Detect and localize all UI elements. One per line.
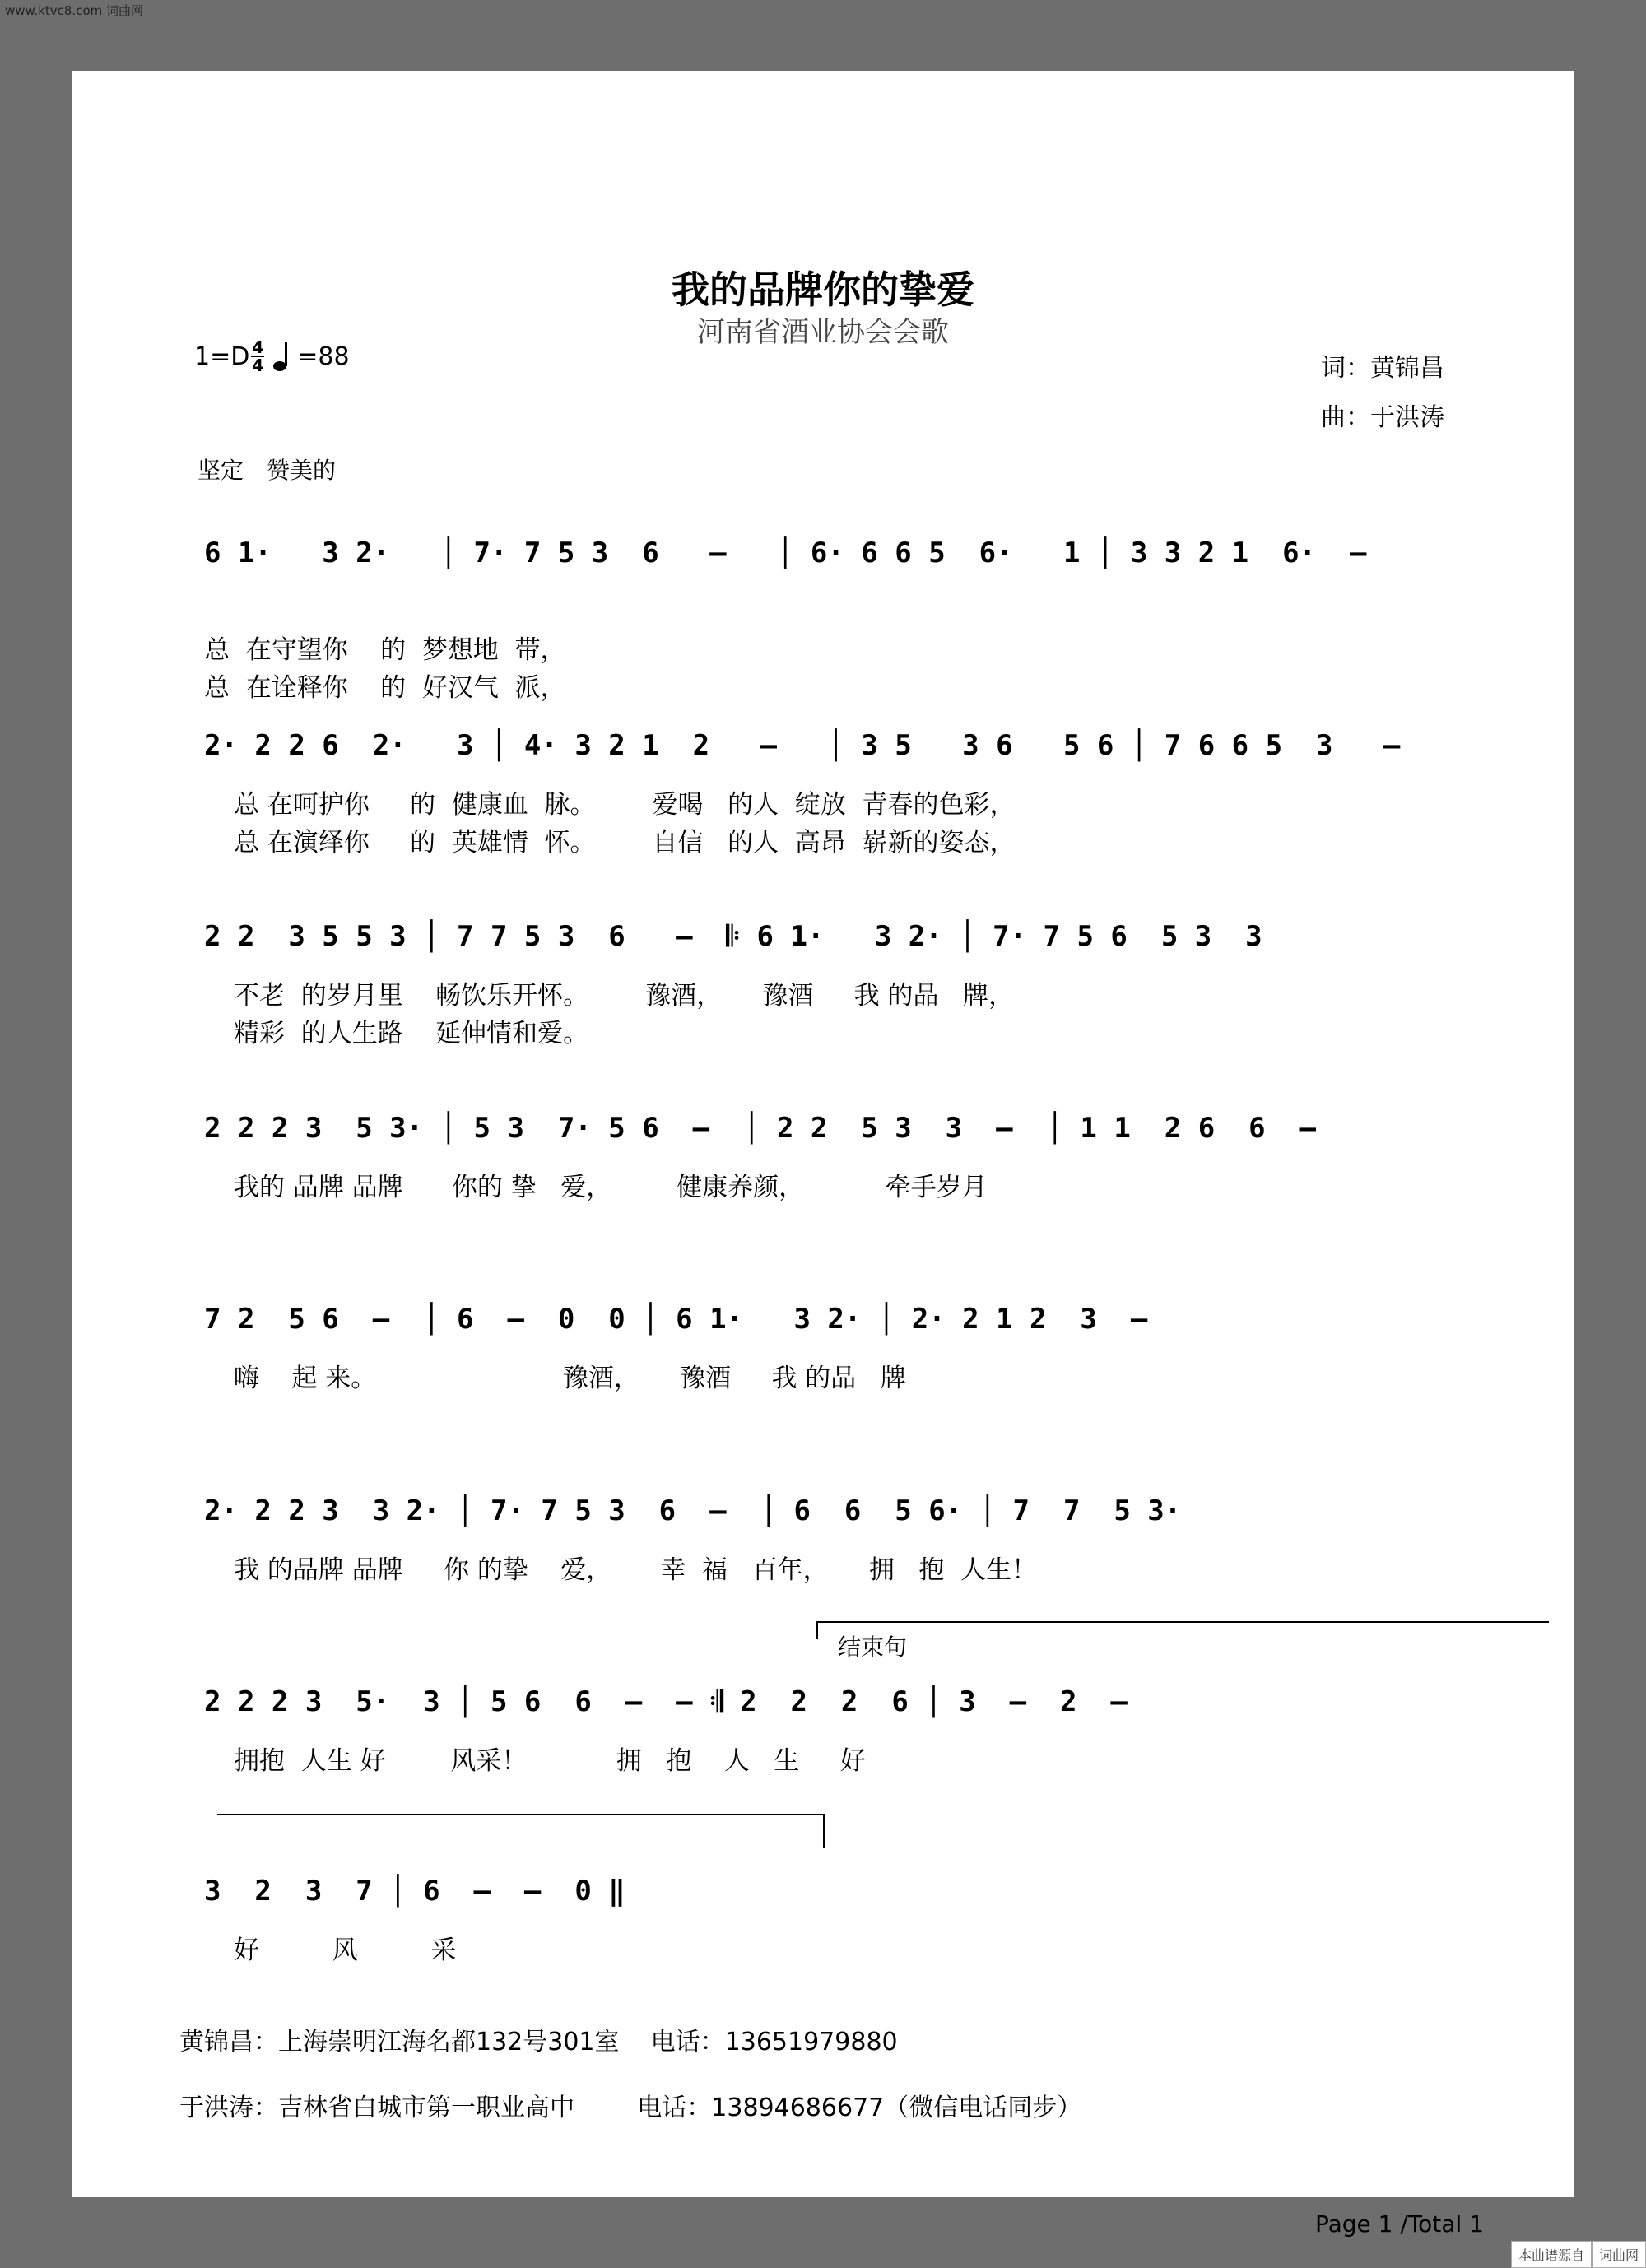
lyric-line: 总 在诠释你 的 好汉气 派，	[204, 673, 566, 703]
note-sequence: 2· 2 2 3 3 2· │ 7· 7 5 3 6 – │ 6 6 5 6· │ 7 7 5 3·	[204, 1494, 1182, 1527]
lyric-line: 好 风 采	[234, 1936, 457, 1965]
lyric-line: 总 在守望你 的 梦想地 带，	[204, 635, 566, 665]
note-sequence: 2· 2 2 6 2· 3 │ 4· 3 2 1 2 – │ 3 5 3 6 5 6 │ 7 6 6 5 3 –	[204, 729, 1401, 762]
tempo: =88	[297, 342, 350, 371]
score-row	[204, 1104, 1547, 1153]
expression-marking: 坚定 赞美的	[198, 457, 337, 484]
score-row	[204, 1677, 1547, 1727]
song-subtitle: 河南省酒业协会会歌	[697, 316, 949, 349]
ending-bracket-2	[217, 1814, 825, 1848]
lyric-line: 我 的品牌 品牌 你 的挚 爱， 幸 福 百年， 拥 抱 人生！	[234, 1555, 1038, 1585]
score-row	[204, 1866, 1547, 1916]
note-sequence: 2 2 3 5 5 3 │ 7 7 5 3 6 – 𝄆 6 1· 3 2· │ 7· 7 5 6 5 3 3	[204, 920, 1262, 953]
lyricist: 词：黄锦昌	[1321, 354, 1444, 383]
note-sequence: 7 2 5 6 – │ 6 – 0 0 │ 6 1· 3 2· │ 2· 2 1 2 3 –	[204, 1303, 1148, 1336]
quarter-note-icon	[272, 340, 294, 373]
footer-badge-site: 词曲网	[1592, 2241, 1646, 2268]
site-header: www.ktvc8.com 词曲网	[5, 3, 144, 18]
lyric-line: 精彩 的人生路 延伸情和爱。	[234, 1019, 589, 1048]
score-sheet	[72, 71, 1574, 2238]
ending-bracket	[816, 1621, 1549, 1639]
note-sequence: 2 2 2 3 5· 3 │ 5 6 6 – – 𝄇 2 2 2 6 │ 3 – 2 –	[204, 1685, 1128, 1718]
key-tempo	[194, 339, 350, 374]
score-row	[204, 1486, 1547, 1536]
score-row	[204, 912, 1547, 961]
lyric-line: 嗨 起 来。 豫酒， 豫酒 我 的品 牌	[234, 1364, 906, 1393]
ending-label: 结束句	[838, 1634, 908, 1661]
footer-badges	[1511, 2241, 1646, 2268]
score-row	[204, 721, 1547, 770]
score-row	[204, 528, 1547, 578]
footer-badge-source: 本曲谱源自	[1511, 2241, 1592, 2268]
score-row	[204, 1294, 1547, 1344]
note-sequence: 3 2 3 7 │ 6 – – 0 ‖	[204, 1875, 625, 1908]
contact-composer: 于洪涛：吉林省白城市第一职业高中 电话：13894686677（微信电话同步）	[179, 2094, 1082, 2122]
lyric-line: 拥抱 人生 好 风采！ 拥 抱 人 生 好	[234, 1746, 866, 1776]
note-sequence: 2 2 2 3 5 3· │ 5 3 7· 5 6 – │ 2 2 5 3 3 – │ 1 1 2 6 6 –	[204, 1112, 1317, 1145]
page-number: Page 1 /Total 1	[1315, 2210, 1484, 2238]
composer: 曲：于洪涛	[1321, 403, 1444, 432]
song-title: 我的品牌你的挚爱	[672, 267, 974, 312]
time-signature	[251, 339, 264, 374]
note-sequence: 6 1· 3 2· │ 7· 7 5 3 6 – │ 6· 6 6 5 6· 1 │ 3 3 2 1 6· –	[204, 537, 1367, 569]
lyric-line: 我的 品牌 品牌 你的 挚 爱， 健康养颜， 牵手岁月	[234, 1173, 988, 1202]
time-signature-bottom: 4	[252, 356, 264, 375]
key-signature: 1=D	[194, 342, 250, 371]
lyric-line: 总 在呵护你 的 健康血 脉。 爱喝 的人 绽放 青春的色彩，	[234, 790, 1016, 820]
contact-lyricist: 黄锦昌：上海崇明江海名都132号301室 电话：13651979880	[179, 2028, 898, 2057]
time-signature-top: 4	[252, 337, 264, 357]
lyric-line: 不老 的岁月里 畅饮乐开怀。 豫酒， 豫酒 我 的品 牌，	[234, 981, 1015, 1011]
lyric-line: 总 在演绎你 的 英雄情 怀。 自信 的人 高昂 崭新的姿态，	[234, 828, 1016, 857]
